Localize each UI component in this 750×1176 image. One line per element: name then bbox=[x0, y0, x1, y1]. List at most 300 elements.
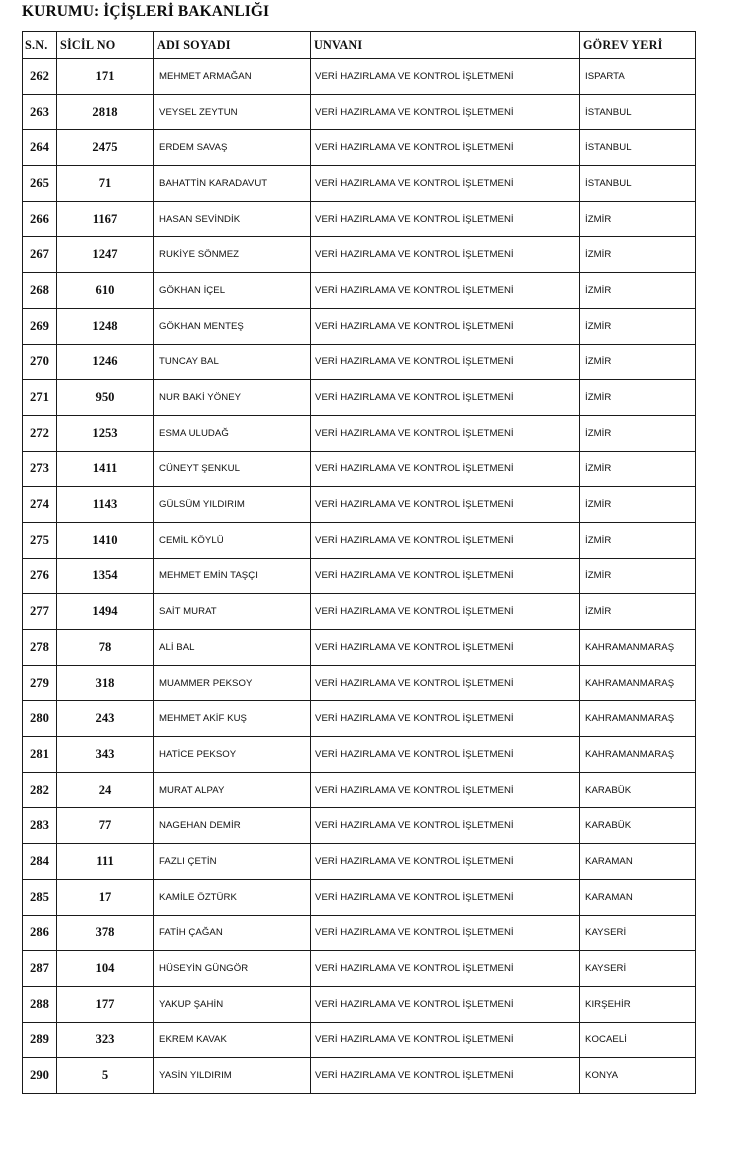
cell-adi-soyadi bbox=[154, 844, 311, 880]
cell-adi-soyadi-text: NUR BAKİ YÖNEY bbox=[159, 392, 242, 404]
cell-adi-soyadi bbox=[154, 451, 311, 487]
cell-adi-soyadi bbox=[154, 237, 311, 273]
table-row bbox=[23, 344, 696, 380]
cell-adi-soyadi bbox=[154, 1022, 311, 1058]
cell-sn bbox=[23, 701, 57, 737]
cell-unvani bbox=[311, 594, 580, 630]
cell-sicil-no-text: 5 bbox=[101, 1068, 109, 1083]
cell-sicil-no-text: 323 bbox=[95, 1032, 115, 1047]
cell-gorev-yeri bbox=[580, 1022, 696, 1058]
cell-gorev-yeri-text: KAYSERİ bbox=[585, 963, 627, 975]
cell-sicil-no-text: 378 bbox=[95, 925, 115, 940]
cell-sicil-no-text: 318 bbox=[95, 675, 115, 690]
cell-sicil-no-text: 171 bbox=[95, 68, 115, 83]
cell-gorev-yeri-text: İZMİR bbox=[585, 249, 612, 261]
cell-unvani-text: VERİ HAZIRLAMA VE KONTROL İŞLETMENİ bbox=[315, 606, 514, 618]
cell-unvani bbox=[311, 844, 580, 880]
cell-adi-soyadi-text: HATİCE PEKSOY bbox=[159, 748, 237, 760]
cell-sn-text: 271 bbox=[30, 390, 49, 405]
cell-unvani-text: VERİ HAZIRLAMA VE KONTROL İŞLETMENİ bbox=[315, 1034, 514, 1046]
cell-unvani bbox=[311, 915, 580, 951]
table-row bbox=[23, 844, 696, 880]
cell-unvani bbox=[311, 737, 580, 773]
cell-adi-soyadi-text: FAZLI ÇETİN bbox=[159, 855, 217, 867]
cell-unvani-text: VERİ HAZIRLAMA VE KONTROL İŞLETMENİ bbox=[315, 213, 514, 225]
cell-unvani bbox=[311, 558, 580, 594]
column-header-unvani bbox=[311, 32, 580, 59]
cell-unvani-text: VERİ HAZIRLAMA VE KONTROL İŞLETMENİ bbox=[315, 570, 514, 582]
cell-gorev-yeri-text: İSTANBUL bbox=[585, 106, 632, 118]
cell-unvani bbox=[311, 701, 580, 737]
cell-sicil-no-text: 104 bbox=[95, 961, 115, 976]
cell-sn-text: 266 bbox=[30, 211, 49, 226]
cell-sicil-no-text: 1248 bbox=[92, 318, 118, 333]
cell-adi-soyadi-text: MUAMMER PEKSOY bbox=[159, 677, 253, 689]
cell-adi-soyadi-text: CEMİL KÖYLÜ bbox=[159, 534, 224, 546]
cell-adi-soyadi bbox=[154, 273, 311, 309]
cell-sn-text: 273 bbox=[30, 461, 49, 476]
cell-adi-soyadi-text: FATİH ÇAĞAN bbox=[159, 927, 223, 939]
cell-sicil-no-text: 1253 bbox=[92, 425, 118, 440]
cell-unvani-text: VERİ HAZIRLAMA VE KONTROL İŞLETMENİ bbox=[315, 713, 514, 725]
cell-sn bbox=[23, 59, 57, 95]
table-row bbox=[23, 951, 696, 987]
cell-sicil-no bbox=[57, 130, 154, 166]
cell-adi-soyadi bbox=[154, 94, 311, 130]
cell-sn bbox=[23, 951, 57, 987]
cell-unvani bbox=[311, 344, 580, 380]
cell-sn bbox=[23, 451, 57, 487]
table-row bbox=[23, 380, 696, 416]
cell-gorev-yeri bbox=[580, 630, 696, 666]
table-row bbox=[23, 558, 696, 594]
table-row bbox=[23, 701, 696, 737]
cell-sicil-no-text: 77 bbox=[98, 818, 112, 833]
cell-unvani-text: VERİ HAZIRLAMA VE KONTROL İŞLETMENİ bbox=[315, 891, 514, 903]
cell-unvani bbox=[311, 94, 580, 130]
table-header bbox=[23, 32, 696, 59]
cell-unvani bbox=[311, 273, 580, 309]
cell-sicil-no bbox=[57, 415, 154, 451]
cell-unvani bbox=[311, 772, 580, 808]
cell-sicil-no bbox=[57, 344, 154, 380]
table-row bbox=[23, 879, 696, 915]
cell-sn-text: 276 bbox=[30, 568, 49, 583]
cell-sicil-no bbox=[57, 308, 154, 344]
cell-sicil-no bbox=[57, 1058, 154, 1094]
cell-sicil-no bbox=[57, 380, 154, 416]
cell-adi-soyadi-text: ERDEM SAVAŞ bbox=[159, 142, 228, 154]
cell-sn-text: 263 bbox=[30, 104, 49, 119]
cell-sn-text: 262 bbox=[30, 68, 49, 83]
cell-sn bbox=[23, 558, 57, 594]
cell-sicil-no-text: 2475 bbox=[92, 140, 118, 155]
cell-adi-soyadi bbox=[154, 487, 311, 523]
cell-unvani-text: VERİ HAZIRLAMA VE KONTROL İŞLETMENİ bbox=[315, 177, 514, 189]
cell-sicil-no-text: 71 bbox=[98, 175, 112, 190]
cell-gorev-yeri-text: KARABÜK bbox=[585, 820, 632, 832]
cell-gorev-yeri bbox=[580, 879, 696, 915]
cell-unvani-text: VERİ HAZIRLAMA VE KONTROL İŞLETMENİ bbox=[315, 1070, 514, 1082]
table-row bbox=[23, 130, 696, 166]
table-body bbox=[23, 59, 696, 1094]
cell-unvani-text: VERİ HAZIRLAMA VE KONTROL İŞLETMENİ bbox=[315, 284, 514, 296]
cell-unvani-text: VERİ HAZIRLAMA VE KONTROL İŞLETMENİ bbox=[315, 820, 514, 832]
cell-sicil-no-text: 610 bbox=[95, 282, 115, 297]
cell-sicil-no bbox=[57, 986, 154, 1022]
cell-unvani bbox=[311, 665, 580, 701]
cell-gorev-yeri bbox=[580, 94, 696, 130]
cell-sn bbox=[23, 237, 57, 273]
cell-sn-text: 280 bbox=[30, 711, 49, 726]
table-row bbox=[23, 166, 696, 202]
cell-sicil-no bbox=[57, 630, 154, 666]
cell-sn bbox=[23, 130, 57, 166]
cell-unvani bbox=[311, 308, 580, 344]
cell-sn bbox=[23, 665, 57, 701]
cell-sicil-no bbox=[57, 237, 154, 273]
cell-sn-text: 267 bbox=[30, 247, 49, 262]
cell-sicil-no bbox=[57, 522, 154, 558]
cell-gorev-yeri bbox=[580, 308, 696, 344]
column-header-sn bbox=[23, 32, 57, 59]
personnel-records-table bbox=[22, 31, 696, 1094]
cell-unvani-text: VERİ HAZIRLAMA VE KONTROL İŞLETMENİ bbox=[315, 748, 514, 760]
cell-sicil-no-text: 243 bbox=[95, 711, 115, 726]
cell-sn bbox=[23, 772, 57, 808]
cell-sn-text: 288 bbox=[30, 996, 49, 1011]
cell-sicil-no bbox=[57, 1022, 154, 1058]
cell-unvani-text: VERİ HAZIRLAMA VE KONTROL İŞLETMENİ bbox=[315, 142, 514, 154]
cell-unvani bbox=[311, 487, 580, 523]
column-header-gorev-yeri-label: GÖREV YERİ bbox=[583, 37, 663, 52]
cell-adi-soyadi bbox=[154, 665, 311, 701]
table-row bbox=[23, 237, 696, 273]
cell-sicil-no-text: 950 bbox=[95, 390, 115, 405]
cell-sicil-no-text: 1354 bbox=[92, 568, 118, 583]
cell-unvani bbox=[311, 451, 580, 487]
cell-gorev-yeri bbox=[580, 558, 696, 594]
cell-adi-soyadi-text: NAGEHAN DEMİR bbox=[159, 820, 241, 832]
cell-unvani-text: VERİ HAZIRLAMA VE KONTROL İŞLETMENİ bbox=[315, 499, 514, 511]
cell-adi-soyadi bbox=[154, 701, 311, 737]
column-header-sn-label: S.N. bbox=[25, 37, 48, 52]
cell-sn bbox=[23, 522, 57, 558]
cell-sicil-no bbox=[57, 808, 154, 844]
cell-unvani-text: VERİ HAZIRLAMA VE KONTROL İŞLETMENİ bbox=[315, 392, 514, 404]
cell-gorev-yeri-text: İZMİR bbox=[585, 427, 612, 439]
cell-unvani-text: VERİ HAZIRLAMA VE KONTROL İŞLETMENİ bbox=[315, 963, 514, 975]
column-header-sicil-no bbox=[57, 32, 154, 59]
cell-sn-text: 283 bbox=[30, 818, 49, 833]
cell-sicil-no bbox=[57, 844, 154, 880]
cell-gorev-yeri-text: KAHRAMANMARAŞ bbox=[585, 641, 675, 653]
cell-gorev-yeri-text: ISPARTA bbox=[585, 70, 625, 82]
cell-adi-soyadi bbox=[154, 772, 311, 808]
column-header-adi-soyadi bbox=[154, 32, 311, 59]
cell-adi-soyadi bbox=[154, 1058, 311, 1094]
cell-sicil-no bbox=[57, 594, 154, 630]
cell-gorev-yeri-text: İSTANBUL bbox=[585, 177, 632, 189]
cell-sicil-no bbox=[57, 951, 154, 987]
table-header-row bbox=[23, 32, 696, 59]
cell-sicil-no bbox=[57, 59, 154, 95]
cell-adi-soyadi bbox=[154, 737, 311, 773]
cell-adi-soyadi-text: MURAT ALPAY bbox=[159, 784, 225, 796]
cell-adi-soyadi-text: TUNCAY BAL bbox=[159, 356, 219, 368]
cell-unvani bbox=[311, 166, 580, 202]
cell-gorev-yeri bbox=[580, 665, 696, 701]
cell-gorev-yeri bbox=[580, 415, 696, 451]
cell-sn bbox=[23, 986, 57, 1022]
cell-unvani bbox=[311, 130, 580, 166]
cell-sn-text: 286 bbox=[30, 925, 49, 940]
cell-gorev-yeri bbox=[580, 166, 696, 202]
cell-sn-text: 284 bbox=[30, 853, 49, 868]
cell-unvani-text: VERİ HAZIRLAMA VE KONTROL İŞLETMENİ bbox=[315, 463, 514, 475]
cell-sn-text: 289 bbox=[30, 1032, 49, 1047]
cell-adi-soyadi bbox=[154, 522, 311, 558]
cell-adi-soyadi bbox=[154, 951, 311, 987]
cell-gorev-yeri bbox=[580, 986, 696, 1022]
cell-adi-soyadi-text: HÜSEYİN GÜNGÖR bbox=[159, 963, 249, 975]
cell-adi-soyadi-text: GÜLSÜM YILDIRIM bbox=[159, 499, 245, 511]
cell-gorev-yeri-text: KARAMAN bbox=[585, 891, 633, 903]
cell-sn bbox=[23, 1058, 57, 1094]
cell-adi-soyadi bbox=[154, 808, 311, 844]
table-row bbox=[23, 201, 696, 237]
cell-adi-soyadi bbox=[154, 630, 311, 666]
cell-sn-text: 264 bbox=[30, 140, 49, 155]
cell-gorev-yeri bbox=[580, 487, 696, 523]
cell-unvani bbox=[311, 1058, 580, 1094]
cell-sicil-no bbox=[57, 737, 154, 773]
cell-adi-soyadi-text: EKREM KAVAK bbox=[159, 1034, 227, 1046]
cell-sicil-no bbox=[57, 487, 154, 523]
cell-unvani-text: VERİ HAZIRLAMA VE KONTROL İŞLETMENİ bbox=[315, 784, 514, 796]
table-row bbox=[23, 665, 696, 701]
cell-sicil-no-text: 111 bbox=[96, 853, 114, 868]
cell-adi-soyadi bbox=[154, 59, 311, 95]
cell-gorev-yeri-text: İSTANBUL bbox=[585, 142, 632, 154]
cell-sn bbox=[23, 594, 57, 630]
cell-gorev-yeri bbox=[580, 594, 696, 630]
table-row bbox=[23, 522, 696, 558]
column-header-sicil-no-label: SİCİL NO bbox=[60, 37, 116, 52]
cell-sn bbox=[23, 94, 57, 130]
cell-gorev-yeri bbox=[580, 130, 696, 166]
cell-sicil-no-text: 1494 bbox=[92, 604, 118, 619]
cell-sicil-no-text: 1410 bbox=[92, 532, 118, 547]
cell-gorev-yeri-text: İZMİR bbox=[585, 356, 612, 368]
cell-sicil-no bbox=[57, 772, 154, 808]
cell-gorev-yeri bbox=[580, 380, 696, 416]
cell-unvani-text: VERİ HAZIRLAMA VE KONTROL İŞLETMENİ bbox=[315, 249, 514, 261]
cell-sicil-no bbox=[57, 166, 154, 202]
cell-adi-soyadi bbox=[154, 201, 311, 237]
cell-gorev-yeri-text: İZMİR bbox=[585, 463, 612, 475]
cell-unvani bbox=[311, 415, 580, 451]
cell-adi-soyadi bbox=[154, 594, 311, 630]
cell-gorev-yeri-text: İZMİR bbox=[585, 392, 612, 404]
cell-gorev-yeri bbox=[580, 737, 696, 773]
cell-gorev-yeri-text: KIRŞEHİR bbox=[585, 998, 631, 1010]
cell-sn-text: 290 bbox=[30, 1068, 49, 1083]
cell-sicil-no-text: 78 bbox=[98, 639, 112, 654]
cell-gorev-yeri-text: KAHRAMANMARAŞ bbox=[585, 713, 675, 725]
table-row bbox=[23, 915, 696, 951]
cell-unvani bbox=[311, 522, 580, 558]
cell-gorev-yeri bbox=[580, 237, 696, 273]
table-row bbox=[23, 1058, 696, 1094]
cell-sn bbox=[23, 879, 57, 915]
table-row bbox=[23, 451, 696, 487]
cell-adi-soyadi-text: RUKİYE SÖNMEZ bbox=[159, 249, 240, 261]
cell-sn bbox=[23, 201, 57, 237]
cell-adi-soyadi-text: CÜNEYT ŞENKUL bbox=[159, 463, 240, 475]
cell-gorev-yeri bbox=[580, 951, 696, 987]
cell-sicil-no-text: 1247 bbox=[92, 247, 118, 262]
cell-adi-soyadi bbox=[154, 415, 311, 451]
cell-sicil-no-text: 1411 bbox=[92, 461, 118, 476]
cell-sn-text: 287 bbox=[30, 961, 49, 976]
cell-adi-soyadi-text: YAKUP ŞAHİN bbox=[159, 998, 224, 1010]
cell-gorev-yeri bbox=[580, 273, 696, 309]
cell-adi-soyadi bbox=[154, 344, 311, 380]
cell-adi-soyadi-text: GÖKHAN MENTEŞ bbox=[159, 320, 244, 332]
cell-unvani-text: VERİ HAZIRLAMA VE KONTROL İŞLETMENİ bbox=[315, 641, 514, 653]
cell-gorev-yeri bbox=[580, 1058, 696, 1094]
cell-sn bbox=[23, 380, 57, 416]
cell-adi-soyadi-text: VEYSEL ZEYTUN bbox=[159, 106, 238, 118]
table-row bbox=[23, 308, 696, 344]
table-row bbox=[23, 737, 696, 773]
cell-adi-soyadi-text: GÖKHAN İÇEL bbox=[159, 284, 226, 296]
cell-sn bbox=[23, 1022, 57, 1058]
cell-sicil-no-text: 1143 bbox=[92, 497, 118, 512]
cell-sn-text: 279 bbox=[30, 675, 49, 690]
cell-gorev-yeri bbox=[580, 808, 696, 844]
cell-adi-soyadi bbox=[154, 879, 311, 915]
table-row bbox=[23, 594, 696, 630]
cell-adi-soyadi bbox=[154, 380, 311, 416]
cell-adi-soyadi bbox=[154, 915, 311, 951]
cell-unvani-text: VERİ HAZIRLAMA VE KONTROL İŞLETMENİ bbox=[315, 356, 514, 368]
cell-sicil-no-text: 2818 bbox=[92, 104, 118, 119]
cell-sn bbox=[23, 630, 57, 666]
cell-sn bbox=[23, 487, 57, 523]
cell-sicil-no-text: 17 bbox=[98, 889, 112, 904]
cell-unvani-text: VERİ HAZIRLAMA VE KONTROL İŞLETMENİ bbox=[315, 70, 514, 82]
cell-unvani-text: VERİ HAZIRLAMA VE KONTROL İŞLETMENİ bbox=[315, 320, 514, 332]
cell-gorev-yeri-text: KAHRAMANMARAŞ bbox=[585, 748, 675, 760]
cell-sn bbox=[23, 166, 57, 202]
table-row bbox=[23, 273, 696, 309]
table-row bbox=[23, 630, 696, 666]
cell-adi-soyadi-text: MEHMET AKİF KUŞ bbox=[159, 713, 247, 725]
table-row bbox=[23, 415, 696, 451]
cell-sicil-no bbox=[57, 94, 154, 130]
cell-gorev-yeri-text: İZMİR bbox=[585, 534, 612, 546]
table-row bbox=[23, 94, 696, 130]
cell-unvani bbox=[311, 380, 580, 416]
cell-unvani-text: VERİ HAZIRLAMA VE KONTROL İŞLETMENİ bbox=[315, 534, 514, 546]
cell-gorev-yeri bbox=[580, 915, 696, 951]
cell-sicil-no bbox=[57, 201, 154, 237]
cell-sn bbox=[23, 844, 57, 880]
cell-sn-text: 278 bbox=[30, 639, 49, 654]
cell-sicil-no-text: 24 bbox=[98, 782, 112, 797]
cell-unvani bbox=[311, 201, 580, 237]
cell-gorev-yeri-text: İZMİR bbox=[585, 606, 612, 618]
cell-unvani-text: VERİ HAZIRLAMA VE KONTROL İŞLETMENİ bbox=[315, 427, 514, 439]
column-header-unvani-label: UNVANI bbox=[314, 37, 363, 52]
cell-sn-text: 281 bbox=[30, 746, 49, 761]
cell-adi-soyadi-text: MEHMET ARMAĞAN bbox=[159, 70, 252, 82]
cell-gorev-yeri bbox=[580, 59, 696, 95]
table-row bbox=[23, 59, 696, 95]
cell-gorev-yeri bbox=[580, 701, 696, 737]
cell-unvani bbox=[311, 59, 580, 95]
cell-sicil-no-text: 1167 bbox=[92, 211, 118, 226]
cell-adi-soyadi bbox=[154, 166, 311, 202]
cell-adi-soyadi bbox=[154, 986, 311, 1022]
cell-sicil-no bbox=[57, 558, 154, 594]
cell-unvani bbox=[311, 630, 580, 666]
cell-unvani bbox=[311, 237, 580, 273]
cell-sn-text: 265 bbox=[30, 175, 49, 190]
cell-gorev-yeri-text: KOCAELİ bbox=[585, 1034, 627, 1046]
cell-sn-text: 282 bbox=[30, 782, 49, 797]
cell-sn-text: 272 bbox=[30, 425, 49, 440]
cell-sicil-no bbox=[57, 879, 154, 915]
cell-sicil-no bbox=[57, 451, 154, 487]
table-row bbox=[23, 1022, 696, 1058]
cell-sn-text: 277 bbox=[30, 604, 49, 619]
cell-unvani bbox=[311, 808, 580, 844]
cell-gorev-yeri-text: KARAMAN bbox=[585, 855, 633, 867]
cell-sn bbox=[23, 273, 57, 309]
cell-adi-soyadi-text: ALİ BAL bbox=[159, 641, 195, 653]
cell-adi-soyadi-text: BAHATTİN KARADAVUT bbox=[159, 177, 268, 189]
table-row bbox=[23, 772, 696, 808]
cell-sn-text: 274 bbox=[30, 497, 49, 512]
cell-sn-text: 268 bbox=[30, 282, 49, 297]
cell-unvani-text: VERİ HAZIRLAMA VE KONTROL İŞLETMENİ bbox=[315, 998, 514, 1010]
cell-sicil-no-text: 343 bbox=[95, 746, 115, 761]
cell-unvani bbox=[311, 986, 580, 1022]
page-title: KURUMU: İÇİŞLERİ BAKANLIĞI bbox=[22, 3, 270, 20]
cell-gorev-yeri bbox=[580, 844, 696, 880]
cell-sn bbox=[23, 344, 57, 380]
cell-gorev-yeri-text: KAYSERİ bbox=[585, 927, 627, 939]
cell-unvani-text: VERİ HAZIRLAMA VE KONTROL İŞLETMENİ bbox=[315, 855, 514, 867]
table-row bbox=[23, 986, 696, 1022]
cell-sicil-no bbox=[57, 273, 154, 309]
cell-adi-soyadi-text: KAMİLE ÖZTÜRK bbox=[159, 891, 237, 903]
column-header-adi-soyadi-label: ADI SOYADI bbox=[157, 37, 231, 52]
cell-gorev-yeri bbox=[580, 451, 696, 487]
cell-gorev-yeri-text: KAHRAMANMARAŞ bbox=[585, 677, 675, 689]
cell-sn-text: 275 bbox=[30, 532, 49, 547]
cell-gorev-yeri bbox=[580, 201, 696, 237]
cell-sicil-no-text: 177 bbox=[95, 996, 115, 1011]
cell-unvani bbox=[311, 951, 580, 987]
cell-adi-soyadi bbox=[154, 130, 311, 166]
cell-sn-text: 270 bbox=[30, 354, 49, 369]
cell-sicil-no bbox=[57, 915, 154, 951]
cell-adi-soyadi bbox=[154, 308, 311, 344]
